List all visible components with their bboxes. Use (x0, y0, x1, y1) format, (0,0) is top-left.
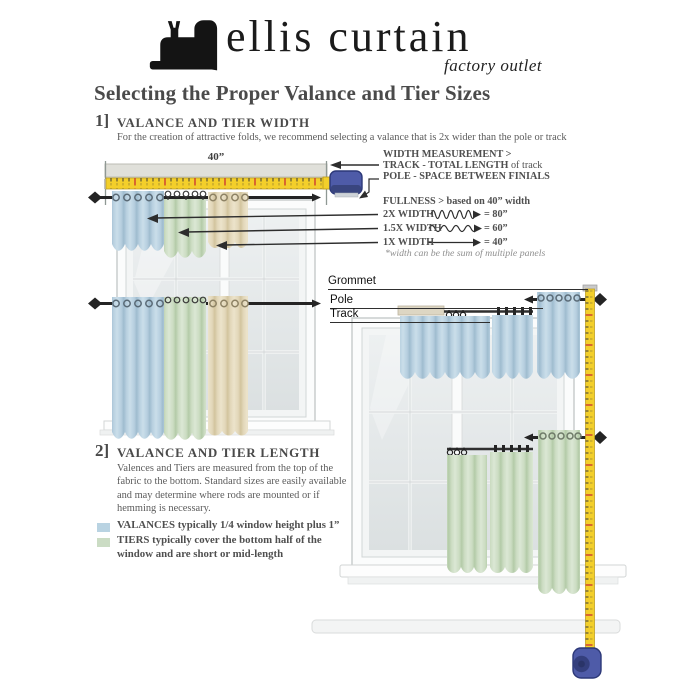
fullness-2x-value: = 80” (484, 209, 508, 220)
section1-heading: VALANCE AND TIER WIDTH (117, 115, 310, 130)
length-diagram (312, 285, 626, 678)
legend-valances-desc: typically 1/4 window height plus 1” (175, 519, 340, 531)
section2-number: 2] (95, 441, 110, 460)
tier-tan (208, 296, 248, 436)
right-valance-grommet (537, 292, 580, 379)
right-valance-tab (492, 315, 533, 379)
right-tier-tab (490, 452, 533, 573)
diamond-finial-icon (593, 293, 607, 306)
brand-name: ellis curtain (226, 12, 472, 61)
fullness-1x-value: = 40” (484, 237, 508, 248)
section1-body: For the creation of attractive folds, we recommend selecting a valance that is 2x wider than the pole or track (117, 132, 567, 143)
fullness-1x-label: 1X WIDTH (383, 237, 435, 248)
legend-tiers-term: TIERS (117, 534, 150, 546)
wall-trim (312, 620, 620, 633)
diamond-finial-icon (88, 192, 102, 204)
section2-body: Valences and Tiers are measured from the top of the fabric to the bottom. Standard sizes are easily available and may determine where rods are mounted or if hemming is necessary. (117, 463, 347, 514)
sewing-machine-icon (147, 13, 219, 71)
page-title: Selecting the Proper Valance and Tier Sizes (94, 81, 491, 105)
tier-swatch (97, 538, 110, 547)
legend-valances-term: VALANCES (117, 519, 176, 531)
pole-annotation: POLE - SPACE BETWEEN FINIALS (383, 171, 550, 182)
tier-green (164, 297, 206, 440)
brand-tagline: factory outlet (444, 56, 543, 75)
width-measurement-value: 40” (207, 151, 225, 163)
fullness-2x-label: 2X WIDTH (383, 209, 435, 220)
fullness-1-5x-value: = 60” (484, 223, 508, 234)
right-tier-track (447, 455, 487, 573)
track-annotation (383, 160, 542, 171)
track-annotation-rest: of track (508, 160, 543, 171)
section2-heading: VALANCE AND TIER LENGTH (117, 445, 321, 460)
width-note: *width can be the sum of multiple panels (385, 248, 546, 259)
valance-swatch (97, 523, 110, 532)
track-annotation-bold: TRACK - TOTAL LENGTH (383, 160, 509, 171)
valance-green (164, 191, 206, 258)
fullness-1-5x-label: 1.5X WIDTH (383, 223, 442, 234)
right-valance-track (400, 316, 490, 379)
legend-tiers-desc: typically cover the bottom half of the window and are short or mid-length (117, 534, 322, 560)
valance-tan (208, 192, 248, 248)
width-measurement-label: WIDTH MEASUREMENT > (383, 149, 512, 160)
diamond-finial-icon (88, 298, 102, 310)
track-label: Track (330, 308, 490, 323)
tight-wave-icon (431, 211, 475, 219)
legend-valances (117, 519, 372, 533)
grommet-label: Grommet (328, 275, 588, 290)
right-tier-grommet (538, 430, 581, 594)
diamond-finial-icon (593, 431, 607, 444)
legend-tiers (117, 534, 345, 561)
fullness-heading: FULLNESS > based on 40” width (383, 196, 531, 207)
section1-number: 1] (95, 111, 110, 130)
tier-blue (112, 297, 164, 439)
pole-label: Pole (330, 294, 543, 309)
